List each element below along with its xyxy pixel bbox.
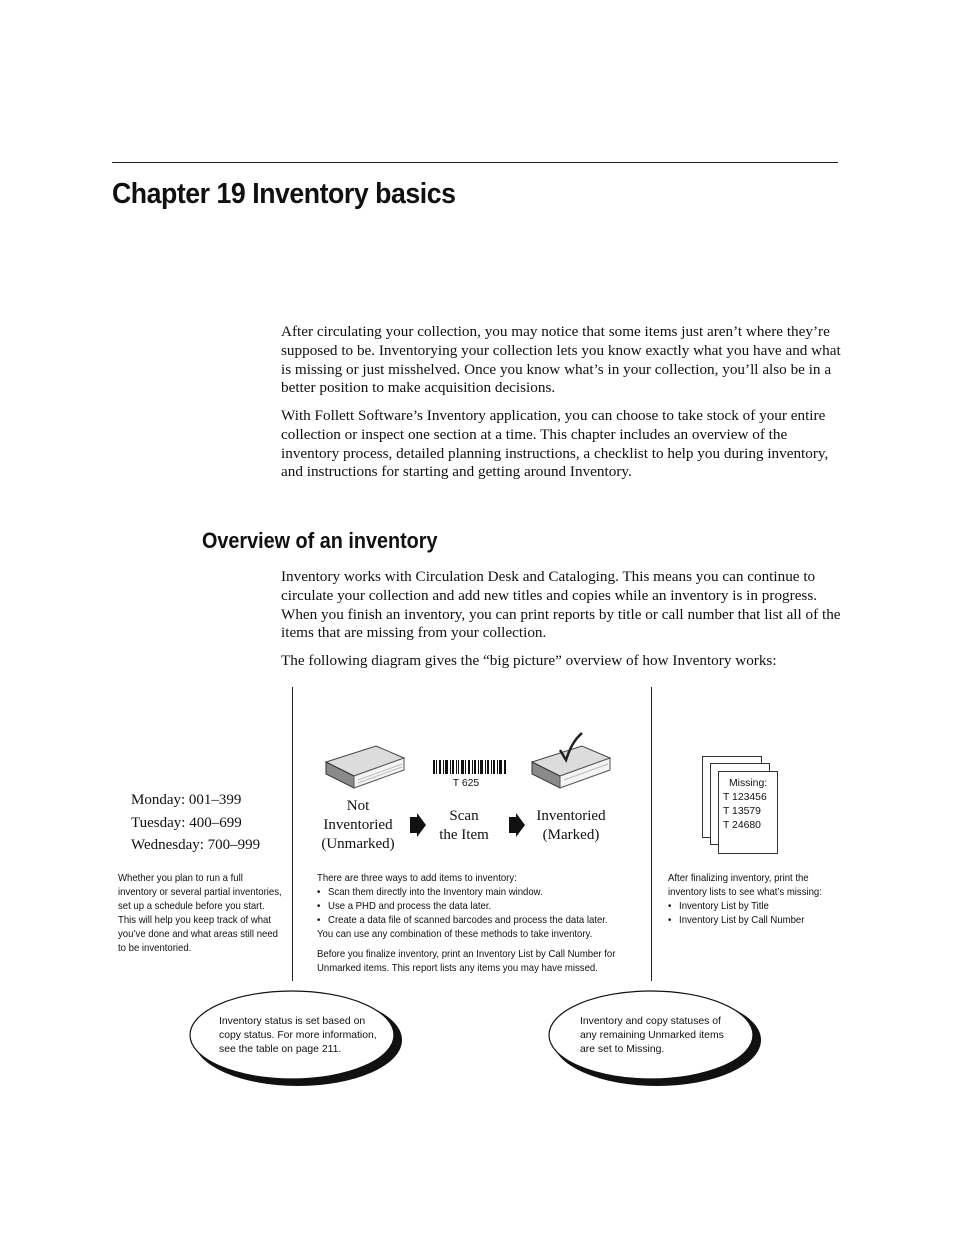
chapter-title: Chapter 19 Inventory basics — [112, 178, 456, 210]
missing-item: T 24680 — [723, 820, 761, 831]
book-marked-icon — [530, 730, 612, 792]
state-label-line: Scan — [449, 808, 479, 824]
state-label-line: Inventoried — [323, 817, 393, 833]
state-label-line: the Item — [439, 827, 489, 843]
methods-item: • Scan them directly into the Inventory main window. — [317, 886, 639, 900]
state-not-inventoried — [310, 797, 406, 854]
missing-heading: Missing: — [729, 778, 768, 789]
arrow-right-icon — [409, 812, 427, 838]
overview-paragraph-1: Inventory works with Circulation Desk and Cataloging. This means you can continue to circulate your collection and add new titles and copies while an inventory is in progress. When you finish an inventory, you can print reports by title or call number that list all of the items that are missing from your collection. — [281, 568, 841, 642]
overview-paragraph-2: The following diagram gives the “big picture” overview of how Inventory works: — [281, 652, 777, 669]
missing-item: T 13579 — [723, 806, 761, 817]
top-rule — [112, 162, 838, 163]
methods-intro: There are three ways to add items to inventory: — [317, 873, 517, 884]
schedule-line: Tuesday: 400–699 — [131, 814, 242, 831]
methods-note: You can use any combination of these methods to take inventory. — [317, 929, 593, 940]
oval-right-text: Inventory and copy statuses of any remaining Unmarked items are set to Missing. — [580, 1016, 724, 1055]
schedule-line: Monday: 001–399 — [131, 792, 242, 808]
diagram-divider-right — [651, 687, 652, 981]
missing-item: T 123456 — [723, 792, 767, 803]
state-inventoried — [524, 807, 618, 845]
methods-block — [317, 872, 639, 976]
state-label-line: (Unmarked) — [321, 836, 395, 852]
missing-report-sheet — [718, 771, 778, 854]
reports-item: • Inventory List by Title — [668, 900, 843, 914]
oval-left-text: Inventory status is set based on copy status. For more information, see the table on page 211. — [219, 1016, 377, 1055]
state-label-line: Not — [346, 798, 370, 814]
state-label-line: (Marked) — [542, 827, 600, 843]
barcode-label: T 625 — [452, 778, 480, 789]
book-unmarked-icon — [324, 744, 406, 792]
barcode-icon — [433, 760, 507, 774]
methods-item: • Create a data file of scanned barcodes and process the data later. — [317, 914, 639, 928]
intro-paragraph-1: After circulating your collection, you may notice that some items just aren’t where they’re supposed to be. Inventorying your collection lets you know exactly what you have and what is missing or just misshelved. Once you know what’s in your collection, you’ll also be in a better position to make acquisition decisions. — [281, 323, 841, 397]
schedule-line: Wednesday: 700–999 — [131, 837, 261, 853]
finalize-note: Before you finalize inventory, print an Inventory List by Call Number for Unmarked items. This report lists any items you may have missed. — [317, 949, 616, 974]
reports-list — [668, 900, 843, 928]
state-label-line: Inventoried — [536, 808, 606, 824]
schedule-note: Whether you plan to run a full inventory or several partial inventories, set up a schedule before you start. This will help you keep track of what you’ve done and what areas still need to be inventoried. — [118, 873, 282, 954]
methods-item: • Use a PHD and process the data later. — [317, 900, 639, 914]
state-scan — [426, 807, 502, 845]
intro-paragraph-2: With Follett Software’s Inventory application, you can choose to take stock of your entire collection or inspect one section at a time. This chapter includes an overview of the inventory process, detailed planning instructions, a checklist to help you during inventory, and instructions for starting and getting around Inventory. — [281, 407, 829, 481]
reports-block — [668, 872, 843, 928]
reports-item: • Inventory List by Call Number — [668, 914, 843, 928]
diagram-divider-left — [292, 687, 293, 981]
section-title: Overview of an inventory — [202, 528, 438, 553]
methods-list — [317, 886, 639, 928]
reports-intro: After finalizing inventory, print the inventory lists to see what’s missing: — [668, 873, 822, 898]
schedule-list — [131, 789, 260, 857]
